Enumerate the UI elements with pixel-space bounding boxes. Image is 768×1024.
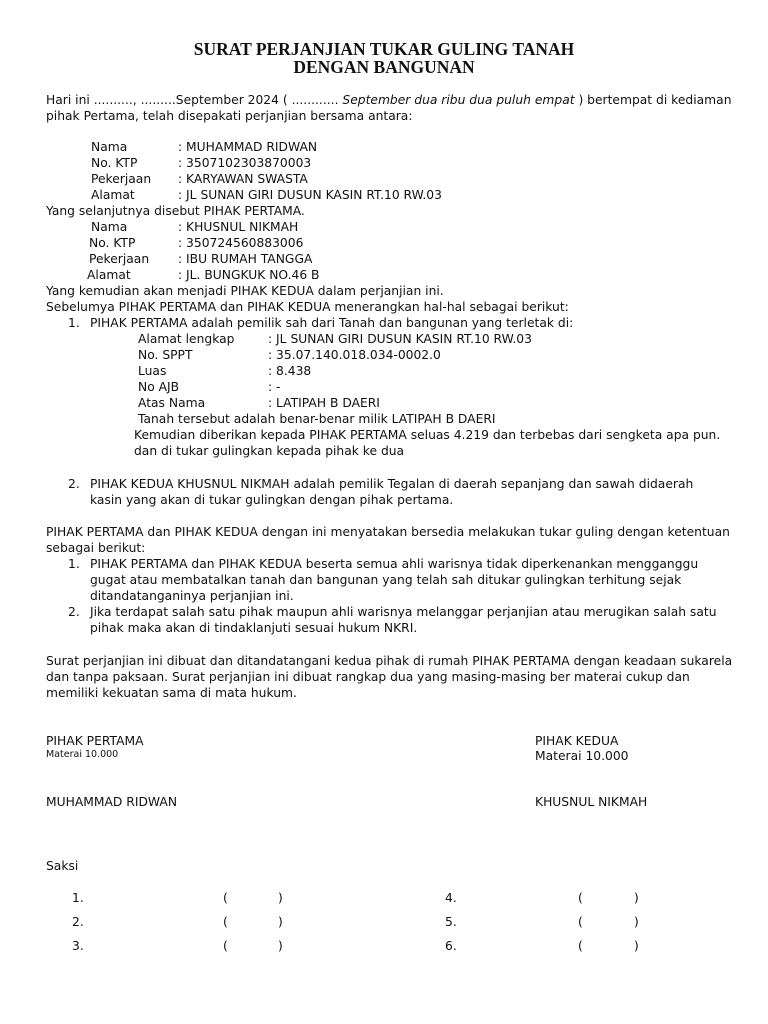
witness-4-close: ) xyxy=(634,891,639,905)
party1-label-ktp: No. KTP xyxy=(91,156,138,170)
party1-value-name: : MUHAMMAD RIDWAN xyxy=(178,140,318,154)
intro-date-words: September dua ribu dua puluh empat xyxy=(342,93,575,107)
land-label-address: Alamat lengkap xyxy=(138,332,235,346)
statement-1-number: 1. xyxy=(68,316,80,330)
signature-left-party: PIHAK PERTAMA xyxy=(46,734,144,748)
statement-2-line-2: kasin yang akan di tukar gulingkan dengan pihak pertama. xyxy=(90,493,454,507)
land-value-sppt: : 35.07.140.018.034-0002.0 xyxy=(268,348,441,362)
signature-right-stamp: Materai 10.000 xyxy=(535,749,629,763)
intro-line-1 xyxy=(46,92,732,108)
witness-3-open: ( xyxy=(223,939,228,953)
land-label-sppt: No. SPPT xyxy=(138,348,193,362)
land-label-owner: Atas Nama xyxy=(138,396,206,410)
signature-left-name: MUHAMMAD RIDWAN xyxy=(46,795,178,809)
land-value-owner: : LATIPAH B DAERI xyxy=(268,396,380,410)
signature-left-stamp: Materai 10.000 xyxy=(46,749,119,760)
intro-date-prefix: Hari ini .........., .........September 2024 ( ............ xyxy=(46,93,343,107)
statement-2-number: 2. xyxy=(68,477,80,491)
party2-label-job: Pekerjaan xyxy=(89,252,150,266)
land-given-line-2: dan di tukar gulingkan kepada pihak ke dua xyxy=(134,444,405,458)
signature-right-party: PIHAK KEDUA xyxy=(535,734,619,748)
closing-line-2: dan tanpa paksaan. Surat perjanjian ini dibuat rangkap dua yang masing-masing ber materai cukup dan xyxy=(46,670,690,684)
land-value-area: : 8.438 xyxy=(268,364,312,378)
statements-intro: Sebelumya PIHAK PERTAMA dan PIHAK KEDUA menerangkan hal-hal sebagai berikut: xyxy=(46,300,569,314)
witness-5-number: 5. xyxy=(445,915,457,929)
term-1-line-1: PIHAK PERTAMA dan PIHAK KEDUA beserta semua ahli warisnya tidak diperkenankan mengganggu xyxy=(90,557,699,571)
party2-label-address: Alamat xyxy=(87,268,131,282)
term-1-line-3: ditandatanganinya perjanjian ini. xyxy=(90,589,294,603)
witness-label: Saksi xyxy=(46,859,79,873)
witness-2-close: ) xyxy=(278,915,283,929)
intro-date-suffix: ) bertempat di kediaman xyxy=(574,93,732,107)
intro-line-2: pihak Pertama, telah disepakati perjanjian bersama antara: xyxy=(46,109,413,123)
party1-value-job: : KARYAWAN SWASTA xyxy=(178,172,308,186)
witness-5-open: ( xyxy=(578,915,583,929)
witness-3-close: ) xyxy=(278,939,283,953)
land-value-address: : JL SUNAN GIRI DUSUN KASIN RT.10 RW.03 xyxy=(268,332,532,346)
land-given-line-1: Kemudian diberikan kepada PIHAK PERTAMA seluas 4.219 dan terbebas dari sengketa apa pun. xyxy=(134,428,721,442)
witness-6-close: ) xyxy=(634,939,639,953)
signature-right-name: KHUSNUL NIKMAH xyxy=(535,795,648,809)
witness-4-open: ( xyxy=(578,891,583,905)
party1-note: Yang selanjutnya disebut PIHAK PERTAMA. xyxy=(46,204,305,218)
party1-value-address: : JL SUNAN GIRI DUSUN KASIN RT.10 RW.03 xyxy=(178,188,442,202)
land-label-ajb: No AJB xyxy=(138,380,180,394)
party2-value-job: : IBU RUMAH TANGGA xyxy=(178,252,313,266)
term-2-number: 2. xyxy=(68,605,80,619)
statement-2-line-1: PIHAK KEDUA KHUSNUL NIKMAH adalah pemilik Tegalan di daerah sepanjang dan sawah didaerah xyxy=(90,477,694,491)
land-label-area: Luas xyxy=(138,364,167,378)
land-owner-statement: Tanah tersebut adalah benar-benar milik LATIPAH B DAERI xyxy=(138,412,496,426)
witness-6-number: 6. xyxy=(445,939,457,953)
witness-1-open: ( xyxy=(223,891,228,905)
witness-1-number: 1. xyxy=(72,891,84,905)
witness-3-number: 3. xyxy=(72,939,84,953)
witness-2-number: 2. xyxy=(72,915,84,929)
party1-value-ktp: : 3507102303870003 xyxy=(178,156,312,170)
statement-1-text: PIHAK PERTAMA adalah pemilik sah dari Tanah dan bangunan yang terletak di: xyxy=(90,316,574,330)
witness-1-close: ) xyxy=(278,891,283,905)
closing-line-1: Surat perjanjian ini dibuat dan ditandatangani kedua pihak di rumah PIHAK PERTAMA dengan keadaan sukarela xyxy=(46,654,733,668)
land-value-ajb: : - xyxy=(268,380,281,394)
party1-label-address: Alamat xyxy=(91,188,135,202)
term-1-line-2: gugat atau membatalkan tanah dan bangunan yang telah sah ditukar gulingkan terhitung sejak xyxy=(90,573,682,587)
term-1-number: 1. xyxy=(68,557,80,571)
terms-intro-line-2: sebagai berikut: xyxy=(46,541,146,555)
document-title-line2: DENGAN BANGUNAN xyxy=(293,57,475,77)
party1-label-job: Pekerjaan xyxy=(91,172,152,186)
party2-note: Yang kemudian akan menjadi PIHAK KEDUA dalam perjanjian ini. xyxy=(46,284,444,298)
party2-label-name: Nama xyxy=(91,220,128,234)
party1-label-name: Nama xyxy=(91,140,128,154)
party2-value-ktp: : 350724560883006 xyxy=(178,236,304,250)
terms-intro-line-1: PIHAK PERTAMA dan PIHAK KEDUA dengan ini menyatakan bersedia melakukan tukar guling dengan ketentuan xyxy=(46,525,730,539)
witness-2-open: ( xyxy=(223,915,228,929)
closing-line-3: memiliki kekuatan sama di mata hukum. xyxy=(46,686,297,700)
party2-value-address: : JL. BUNGKUK NO.46 B xyxy=(178,268,320,282)
term-2-line-1: Jika terdapat salah satu pihak maupun ahli warisnya melanggar perjanjian atau merugikan salah satu xyxy=(90,605,717,619)
witness-5-close: ) xyxy=(634,915,639,929)
term-2-line-2: pihak maka akan di tindaklanjuti sesuai hukum NKRI. xyxy=(90,621,418,635)
witness-4-number: 4. xyxy=(445,891,457,905)
party2-label-ktp: No. KTP xyxy=(89,236,136,250)
witness-6-open: ( xyxy=(578,939,583,953)
party2-value-name: : KHUSNUL NIKMAH xyxy=(178,220,299,234)
document-title-line1: SURAT PERJANJIAN TUKAR GULING TANAH xyxy=(193,39,575,59)
